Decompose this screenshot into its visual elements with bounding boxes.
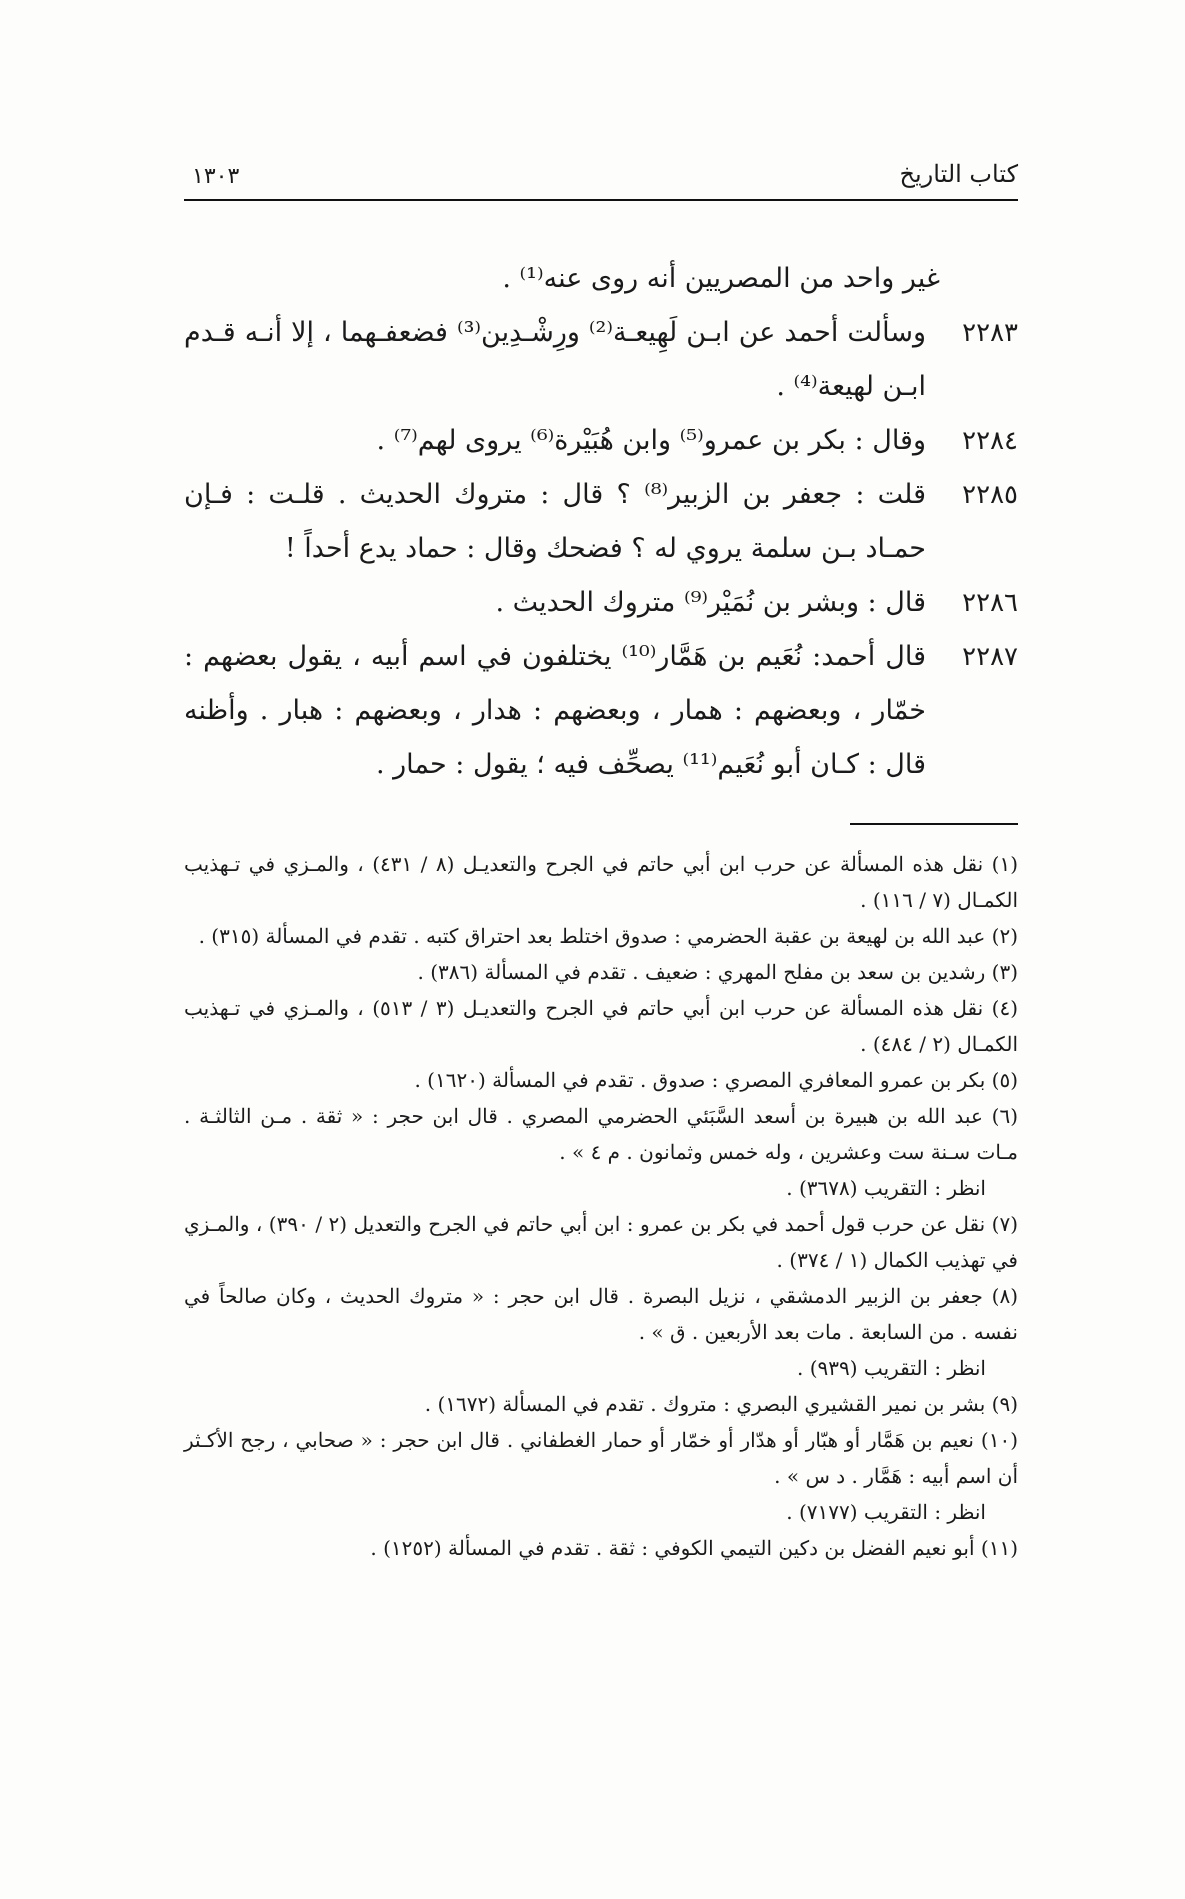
paragraph-number: ٢٢٨٦ xyxy=(962,588,1018,618)
running-header xyxy=(184,160,1018,200)
paragraph-number: ٢٢٨٥ xyxy=(962,480,1018,510)
paragraph-intro xyxy=(184,252,1018,306)
footnote-8: (٨) جعفر بن الزبير الدمشقي ، نزيل البصرة . قال ابن حجر : « متروك الحديث ، وكان صالحاً في نفسه . من السابعة . مات بعد الأربعين . ق » . xyxy=(184,1284,1018,1344)
footnote-7: (٧) نقل عن حرب قول أحمد في بكر بن عمرو : ابن أبي حاتم في الجرح والتعديل (٢ / ٣٩٠) ، والمـزي في تهذيب الكمال (١ / ٣٧٤) . xyxy=(184,1212,1019,1272)
footnote-separator xyxy=(850,823,1018,825)
paragraph-number: ٢٢٨٧ xyxy=(962,642,1018,672)
footnote-4: (٤) نقل هذه المسألة عن حرب ابن أبي حاتم في الجرح والتعديـل (٣ / ٥١٣) ، والمـزي في تـهذيب الكمـال (٢ / ٤٨٤) . xyxy=(184,996,1019,1056)
header-rule xyxy=(184,199,1018,201)
footnote-6-reference: انظر : التقريب (٣٦٧٨) . xyxy=(786,1176,986,1200)
footnote-10-reference: انظر : التقريب (٧١٧٧) . xyxy=(786,1500,986,1524)
paragraph-2283 xyxy=(184,306,1018,414)
paragraph-number: ٢٢٨٤ xyxy=(962,426,1018,456)
main-text xyxy=(184,252,1018,792)
footnote-8-reference: انظر : التقريب (٩٣٩) . xyxy=(797,1356,986,1380)
paragraph-2284 xyxy=(184,414,1018,468)
footnote-10: (١٠) نعيم بن هَمَّار أو هبّار أو هدّار أو خمّار أو حمار الغطفاني . قال ابن حجر : « صحابي ، رجح الأكـثر أن اسم أبيه : هَمَّار . د س » . xyxy=(184,1428,1018,1488)
paragraph-text: قال : وبشر بن نُمَيْر⁽⁹⁾ متروك الحديث . xyxy=(495,587,926,618)
footnote-9: (٩) بشر بن نمير القشيري البصري : متروك . تقدم في المسألة (١٦٧٢) . xyxy=(424,1392,1018,1416)
header-title: كتاب التاريخ xyxy=(899,160,1018,188)
paragraph-number: ٢٢٨٣ xyxy=(962,318,1018,348)
paragraph-text: قال أحمد: نُعَيم بن هَمَّار⁽¹⁰⁾ يختلفون في اسم أبيه ، يقول بعضهم : خمّار ، وبعضهم : همار ، وبعضهم : هدار ، وبعضهم : هبار . وأظنه قال : كـان أبو نُعَيم⁽¹¹⁾ يصحِّف فيه ؛ يقول : حمار . xyxy=(184,641,926,780)
page-number: ١٣٠٣ xyxy=(192,164,240,189)
paragraph-text: قلت : جعفر بن الزبير⁽⁸⁾ ؟ قال : متروك الحديث . قلـت : فـإن حمـاد بـن سلمة يروي له ؟ فضحك وقال : حماد يدع أحداً ! xyxy=(184,479,926,564)
paragraph-text: وقال : بكر بن عمرو⁽⁵⁾ وابن هُبَيْرة⁽⁶⁾ يروى لهم⁽⁷⁾ . xyxy=(376,425,926,456)
footnote-11: (١١) أبو نعيم الفضل بن دكين التيمي الكوفي : ثقة . تقدم في المسألة (١٢٥٢) . xyxy=(370,1536,1018,1560)
footnote-6: (٦) عبد الله بن هبيرة بن أسعد السَّبَئي الحضرمي المصري . قال ابن حجر : « ثقة . مـن الثالثـة . مـات سـنة ست وعشرين ، وله خمس وثمانون . م ٤ » . xyxy=(184,1104,1018,1164)
paragraph-text: وسألت أحمد عن ابـن لَهِيعـة⁽²⁾ ورِشْـدِين⁽³⁾ فضعفـهما ، إلا أنـه قـدم ابـن لهيعة⁽⁴⁾ . xyxy=(184,317,927,402)
footnotes xyxy=(184,846,1018,1566)
paragraph-2287 xyxy=(184,630,1018,792)
paragraph-2285 xyxy=(184,468,1018,576)
footnote-3: (٣) رشدين بن سعد بن مفلح المهري : ضعيف . تقدم في المسألة (٣٨٦) . xyxy=(417,960,1018,984)
footnote-1: (١) نقل هذه المسألة عن حرب ابن أبي حاتم في الجرح والتعديـل (٨ / ٤٣١) ، والمـزي في تـهذيب الكمـال (٧ / ١١٦) . xyxy=(184,852,1019,912)
footnote-2: (٢) عبد الله بن لهيعة بن عقبة الحضرمي : صدوق اختلط بعد احتراق كتبه . تقدم في المسألة (٣١٥) . xyxy=(198,924,1018,948)
paragraph-text: غير واحد من المصريين أنه روى عنه⁽¹⁾ . xyxy=(502,263,940,294)
paragraph-2286 xyxy=(184,576,1018,630)
footnote-5: (٥) بكر بن عمرو المعافري المصري : صدوق . تقدم في المسألة (١٦٢٠) . xyxy=(414,1068,1018,1092)
